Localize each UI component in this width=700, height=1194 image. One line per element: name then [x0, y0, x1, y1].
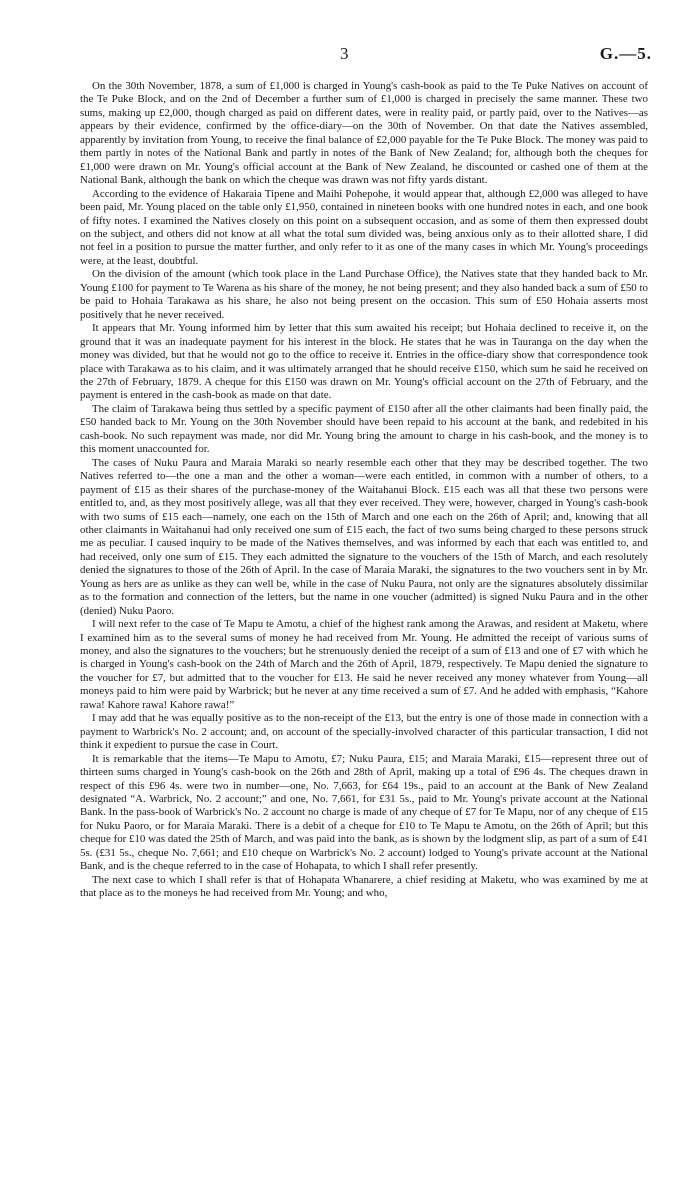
paragraph: It is remarkable that the items—Te Mapu to Amotu, £7; Nuku Paura, £15; and Maraia Maraki, £15—represent three out of thirteen sums charged in Young's cash-book on the 26th and 28th of April, making up a total of £96 4s. The cheques drawn in respect of this £96 4s. were two in number—one, No. 7,663, for £64 19s., paid to an account at the Bank of New Zealand designated “A. Warbrick, No. 2 account;” and one, No. 7,661, for £31 5s., paid to Mr. Young's private account at the National Bank. In the pass-book of Warbrick's No. 2 account no charge is made of any cheque of £7 for Te Mapu, nor of any cheque of £15 for Nuku Paoro, or for Maraia Maraki. There is a debit of a cheque for £10 to Te Mapu te Amotu, on the 26th of April; but this cheque for £10 was dated the 25th of March, and was paid into the bank, as is shown by the lodgment slip, as part of a sum of £41 5s. (£31 5s., cheque No. 7,661; and £10 cheque on Warbrick's No. 2 account) lodged to Young's private account at the National Bank, and is the cheque referred to in the case of Hohapata, to which I shall refer presently.	[80, 752, 648, 873]
document-code: G.—5.	[599, 44, 652, 63]
paragraph: The claim of Tarakawa being thus settled by a specific payment of £150 after all the other claimants had been finally paid, the £50 handed back to Mr. Young on the 30th November should have been repaid to his account at the bank, and redebited in his cash-book. No such repayment was made, nor did Mr. Young bring the amount to charge in his cash-book, and the money is to this moment unaccounted for.	[80, 402, 648, 456]
paragraph: I will next refer to the case of Te Mapu te Amotu, a chief of the highest rank among the Arawas, and resident at Maketu, where I examined him as to the several sums of money he had received from Mr. Young. He admitted the receipt of various sums of money, and also the signatures to the vouchers; but he strenuously denied the receipt of a sum of £13 and one of £7 with which he is charged in Young's cash-book on the 24th of March and the 26th of April, 1879, respectively. Te Mapu denied the signature to the voucher for £7, but admitted that to the voucher for £13. He said he never received any money whatever from Young—all moneys paid to him were paid by Warbrick; but he never at any time received a sum of £7. And he added with emphasis, “Kahore rawa! Kahore rawa! Kahore rawa!”	[80, 618, 648, 711]
paragraph: It appears that Mr. Young informed him by letter that this sum awaited his receipt; but Hohaia declined to receive it, on the ground that it was an inadequate payment for his interest in the block. He states that he was in Tauranga on the day when the money was divided, but that he would not go to the office to receive it. Entries in the office-diary show that correspondence took place with Tarakawa as to his claim, and it was ultimately arranged that he should receive £150, which sum he said he received on the 27th of February, 1879. A cheque for this £150 was drawn on Mr. Young's official account on the 27th of February, and the payment is entered in the cash-book as made on that date.	[80, 322, 648, 402]
paragraph: On the 30th November, 1878, a sum of £1,000 is charged in Young's cash-book as paid to the Te Puke Natives on account of the Te Puke Block, and on the 2nd of December a further sum of £1,000 is charged in precisely the same manner. These two sums, making up £2,000, though charged as paid on different dates, were in reality paid, or partly paid, over to the Natives—as appears by their evidence, confirmed by the office-diary—on the 30th of November. On that date the Natives assembled, apparently by invitation from Young, to receive the final balance of £2,000 payable for the Te Puke Block. The money was paid to them partly in notes of the National Bank and partly in notes of the Bank of New Zealand; for, although both the cheques for £1,000 were drawn on Mr. Young's official account at the Bank of New Zealand, he discounted or cashed one of them at the National Bank, although the bank on which the cheque was drawn was not fifty yards distant.	[80, 80, 648, 187]
paragraph: The cases of Nuku Paura and Maraia Maraki so nearly resemble each other that they may be described together. The two Natives referred to—the one a man and the other a woman—were each entitled, in common with a number of others, to a payment of £15 as their shares of the purchase-money of the Waitahanui Block. £15 each was all that these two persons were entitled to, and, as they most positively allege, was all that they ever received. They were, however, charged in Young's cash-book with two sums of £15 each—namely, one each on the 15th of March and one each on the 26th of April; and, knowing that all other claimants in Waitahanui had only received one sum of £15 each, the fact of two sums being charged to these persons struck me as peculiar. I caused inquiry to be made of the Natives themselves, and was informed by each that each was entitled to, and had received, only one sum of £15. They each admitted the signature to the vouchers of the 15th of March, and each resolutely denied the signatures to those of the 26th of April. In the case of Maraia Maraki, the signatures to the two vouchers sent in by Mr. Young as hers are as unlike as they can well be, while in the case of Nuku Paura, not only are the signatures absolutely dissimilar as to the formation and connection of the letters, but the name in one voucher (admitted) is signed Nuku Paura and in the other (denied) Nuku Paoro.	[80, 456, 648, 617]
page-header	[0, 44, 700, 68]
paragraph: According to the evidence of Hakaraia Tipene and Maihi Pohepohe, it would appear that, although £2,000 was alleged to have been paid, Mr. Young placed on the table only £1,950, contained in nineteen books with one hundred notes in each, and one book of fifty notes. I examined the Natives closely on this point on a subsequent occasion, and as some of them then expressed doubt on the subject, and others did not know at all what the total sum divided was, being anxious only as to their allotted share, I did not feel in a position to pursue the matter further, and only refer to it as one of the many cases in which Mr. Young's proceedings were, at the least, doubtful.	[80, 187, 648, 267]
body-text	[80, 80, 648, 901]
paragraph: I may add that he was equally positive as to the non-receipt of the £13, but the entry is one of those made in connection with a payment to Warbrick's No. 2 account; and, on account of the specially-involved character of this particular transaction, I did not think it expedient to pursue the case in Court.	[80, 712, 648, 752]
paragraph: On the division of the amount (which took place in the Land Purchase Office), the Natives state that they handed back to Mr. Young £100 for payment to Te Warena as his share of the money, he not being present; and they also handed back a sum of £50 to be paid to Hohaia Tarakawa as his share, he also not being present on the occasion. This sum of £50 Hohaia asserts most positively that he never received.	[80, 268, 648, 321]
paragraph: The next case to which I shall refer is that of Hohapata Whanarere, a chief residing at Maketu, who was examined by me at that place as to the moneys he had received from Mr. Young; and who,	[80, 873, 648, 900]
page-number: 3	[340, 44, 349, 63]
